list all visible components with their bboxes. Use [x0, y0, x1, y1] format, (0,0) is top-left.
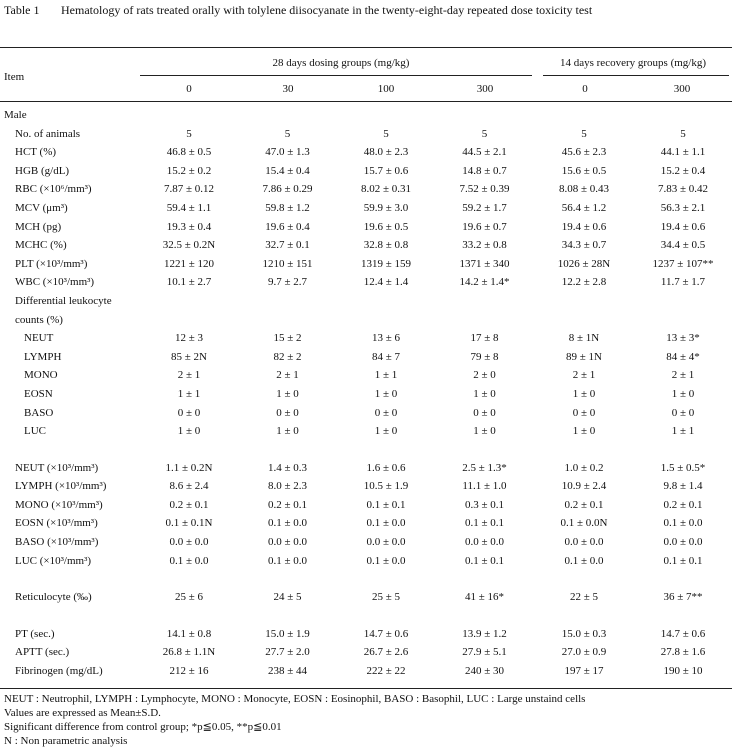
cell-value: 0.0 ± 0.0 — [366, 536, 406, 549]
cell-value: 19.6 ± 0.4 — [265, 220, 310, 233]
cell-value: 79 ± 8 — [470, 350, 499, 363]
cell-value: 7.86 ± 0.29 — [262, 183, 313, 196]
cell-value: 0 ± 0 — [473, 406, 496, 419]
cell-value: 7.52 ± 0.39 — [459, 183, 510, 196]
cell-value: 1 ± 1 — [374, 369, 398, 382]
cell-value: 25 ± 6 — [174, 591, 204, 604]
cell-value: 8.0 ± 2.3 — [267, 480, 308, 493]
cell-value: 2 ± 0 — [473, 369, 496, 382]
row-label — [0, 607, 140, 625]
table-row — [0, 496, 732, 515]
cell-value: 1 ± 0 — [473, 425, 496, 438]
cell-value: 32.5 ± 0.2N — [162, 239, 216, 252]
row-label: MCV (μm³) — [15, 201, 68, 214]
cell-value — [337, 106, 435, 125]
cell-value: 1221 ± 120 — [163, 257, 215, 270]
cell-value — [435, 311, 534, 330]
cell-value: 1 ± 0 — [374, 425, 398, 438]
table-row — [0, 162, 732, 181]
row-label: PLT (×10³/mm³) — [15, 257, 88, 270]
cell-value: 26.7 ± 2.6 — [363, 646, 409, 659]
cell-value — [435, 106, 534, 125]
row-label: MCHC (%) — [15, 239, 67, 252]
cell-value: 33.2 ± 0.8 — [462, 239, 507, 252]
cell-value: 0.1 ± 0.1 — [464, 554, 505, 567]
cell-value — [435, 292, 534, 311]
cell-value: 212 ± 16 — [169, 665, 209, 678]
cell-value: 59.8 ± 1.2 — [265, 201, 310, 214]
footnote: Values are expressed as Mean±S.D. — [4, 707, 161, 719]
cell-value: 32.8 ± 0.8 — [363, 239, 409, 252]
header-rule — [0, 101, 732, 102]
cell-value: 1.1 ± 0.2N — [165, 461, 213, 474]
cell-value: 11.7 ± 1.7 — [660, 276, 706, 289]
cell-value: 2 ± 1 — [671, 369, 695, 382]
table-row — [0, 311, 732, 330]
cell-value: 27.8 ± 1.6 — [660, 646, 706, 659]
cell-value: 46.8 ± 0.5 — [166, 146, 212, 159]
cell-value: 24 ± 5 — [273, 591, 302, 604]
cell-value: 27.9 ± 5.1 — [462, 646, 507, 659]
cell-value: 9.7 ± 2.7 — [267, 276, 308, 289]
cell-value: 1371 ± 340 — [459, 257, 510, 270]
cell-value: 240 ± 30 — [464, 665, 505, 678]
cell-value: 222 ± 22 — [366, 665, 406, 678]
cell-value: 197 ± 17 — [564, 665, 604, 678]
cell-value: 1 ± 0 — [374, 387, 398, 400]
cell-value: 84 ± 4* — [666, 350, 700, 363]
cell-value: 15.0 ± 1.9 — [265, 627, 310, 640]
cell-value: 2 ± 1 — [572, 369, 596, 382]
cell-value: 14.8 ± 0.7 — [462, 164, 507, 177]
cell-value: 12.4 ± 1.4 — [363, 276, 409, 289]
table-row — [0, 218, 732, 237]
row-label: NEUT — [24, 332, 54, 345]
cell-value — [337, 570, 435, 588]
table-row — [0, 273, 732, 292]
cell-value: 10.9 ± 2.4 — [561, 480, 607, 493]
row-label: Fibrinogen (mg/dL) — [15, 665, 103, 678]
cell-value — [634, 607, 732, 625]
row-label: EOSN (×10³/mm³) — [15, 517, 98, 530]
row-label — [0, 441, 140, 459]
header-dosing-group: 28 days dosing groups (mg/kg) — [272, 57, 410, 69]
table-row — [0, 533, 732, 552]
cell-value — [140, 292, 238, 311]
cell-value: 0.1 ± 0.0 — [366, 517, 406, 530]
cell-value — [238, 441, 337, 459]
cell-value: 82 ± 2 — [273, 350, 302, 363]
cell-value — [337, 607, 435, 625]
cell-value: 15.7 ± 0.6 — [363, 164, 409, 177]
cell-value: 59.2 ± 1.7 — [462, 201, 507, 214]
cell-value: 15.0 ± 0.3 — [561, 627, 607, 640]
cell-value — [337, 292, 435, 311]
cell-value: 0.1 ± 0.0 — [267, 517, 308, 530]
dose-header: 0 — [186, 83, 192, 95]
table-row — [0, 459, 732, 478]
cell-value — [634, 441, 732, 459]
table-title: Hematology of rats treated orally with tolylene diisocyanate in the twenty-eight-day repeated dose toxicity test — [61, 3, 593, 17]
table-row — [0, 552, 732, 571]
cell-value: 13 ± 3* — [666, 332, 700, 345]
cell-value — [238, 311, 337, 330]
table-row — [0, 441, 732, 459]
cell-value — [634, 106, 732, 125]
row-label: WBC (×10³/mm³) — [15, 276, 95, 289]
cell-value: 44.5 ± 2.1 — [462, 146, 507, 159]
cell-value: 1.4 ± 0.3 — [267, 461, 308, 474]
cell-value: 1319 ± 159 — [360, 257, 412, 270]
row-label: HCT (%) — [15, 146, 57, 159]
cell-value: 0.1 ± 0.0 — [564, 554, 604, 567]
cell-value: 2 ± 1 — [276, 369, 299, 382]
cell-value: 13.9 ± 1.2 — [462, 627, 507, 640]
cell-value: 1 ± 0 — [572, 425, 596, 438]
cell-value — [337, 311, 435, 330]
header-item: Item — [4, 71, 25, 83]
cell-value — [435, 441, 534, 459]
cell-value: 11.1 ± 1.0 — [462, 480, 507, 493]
cell-value: 14.7 ± 0.6 — [660, 627, 706, 640]
cell-value: 85 ± 2N — [171, 350, 207, 363]
cell-value: 56.4 ± 1.2 — [561, 201, 607, 214]
cell-value: 41 ± 16* — [464, 591, 505, 604]
cell-value: 0.1 ± 0.0 — [366, 554, 406, 567]
cell-value: 8.6 ± 2.4 — [169, 480, 209, 493]
cell-value — [534, 441, 634, 459]
cell-value: 1 ± 1 — [671, 425, 695, 438]
cell-value: 14.1 ± 0.8 — [166, 627, 212, 640]
dose-header: 0 — [582, 83, 588, 95]
cell-value: 5 — [284, 127, 291, 140]
table-row — [0, 607, 732, 625]
cell-value — [435, 570, 534, 588]
cell-value: 0.1 ± 0.1 — [464, 517, 505, 530]
cell-value: 5 — [680, 127, 686, 140]
cell-value — [634, 311, 732, 330]
row-label: PT (sec.) — [15, 627, 55, 640]
table-row — [0, 625, 732, 644]
cell-value: 15.2 ± 0.2 — [166, 164, 212, 177]
footnote: NEUT : Neutrophil, LYMPH : Lymphocyte, MONO : Monocyte, EOSN : Eosinophil, BASO : Basophil, LUC : Large unstaind cells — [4, 693, 586, 705]
table-row — [0, 477, 732, 496]
dose-header: 300 — [476, 83, 494, 95]
table-row — [0, 588, 732, 607]
cell-value: 14.2 ± 1.4* — [459, 276, 510, 289]
cell-value: 1 ± 1 — [177, 387, 201, 400]
table-row — [0, 255, 732, 274]
table-row — [0, 643, 732, 662]
cell-value: 19.4 ± 0.6 — [660, 220, 706, 233]
cell-value: 48.0 ± 2.3 — [363, 146, 409, 159]
cell-value: 22 ± 5 — [569, 591, 599, 604]
cell-value: 0.2 ± 0.1 — [169, 498, 209, 511]
cell-value: 2 ± 1 — [177, 369, 201, 382]
cell-value: 15 ± 2 — [273, 332, 302, 345]
cell-value: 0.1 ± 0.0 — [267, 554, 308, 567]
cell-value: 0.0 ± 0.0 — [464, 536, 505, 549]
cell-value: 1237 ± 107** — [652, 257, 714, 270]
row-label: No. of animals — [15, 127, 81, 140]
row-label: MONO (×10³/mm³) — [15, 498, 103, 511]
cell-value: 1.6 ± 0.6 — [366, 461, 406, 474]
table-row — [0, 385, 732, 404]
footnote: Significant difference from control group; *p≦0.05, **p≦0.01 — [4, 721, 282, 733]
cell-value: 5 — [581, 127, 587, 140]
cell-value: 0.0 ± 0.0 — [169, 536, 209, 549]
recovery-group-rule — [543, 75, 729, 76]
cell-value: 0 ± 0 — [671, 406, 695, 419]
cell-value: 36 ± 7** — [663, 591, 703, 604]
row-label: BASO — [24, 406, 54, 419]
cell-value: 238 ± 44 — [267, 665, 308, 678]
dosing-group-rule — [140, 75, 532, 76]
table-number: Table 1 — [4, 3, 40, 17]
cell-value: 12.2 ± 2.8 — [561, 276, 607, 289]
cell-value: 1 ± 0 — [276, 387, 299, 400]
cell-value — [238, 106, 337, 125]
top-rule — [0, 47, 732, 48]
table-row — [0, 570, 732, 588]
row-label: NEUT (×10³/mm³) — [15, 461, 99, 474]
table-row — [0, 125, 732, 144]
row-label: Differential leukocyte — [15, 294, 112, 307]
cell-value: 19.6 ± 0.7 — [462, 220, 507, 233]
cell-value: 1 ± 0 — [177, 425, 201, 438]
cell-value: 1 ± 0 — [671, 387, 695, 400]
cell-value: 34.3 ± 0.7 — [561, 239, 607, 252]
cell-value: 1026 ± 28N — [557, 257, 611, 270]
row-label — [0, 570, 140, 588]
dose-header: 100 — [377, 83, 395, 95]
cell-value — [534, 292, 634, 311]
cell-value: 0.0 ± 0.0 — [267, 536, 308, 549]
cell-value: 0 ± 0 — [374, 406, 398, 419]
cell-value: 7.83 ± 0.42 — [657, 183, 709, 196]
row-label: BASO (×10³/mm³) — [15, 536, 99, 549]
cell-value: 34.4 ± 0.5 — [660, 239, 706, 252]
cell-value: 1.0 ± 0.2 — [564, 461, 604, 474]
cell-value: 0.1 ± 0.1N — [165, 517, 213, 530]
cell-value: 19.6 ± 0.5 — [363, 220, 409, 233]
table-row — [0, 236, 732, 255]
cell-value: 27.7 ± 2.0 — [265, 646, 310, 659]
table-row — [0, 143, 732, 162]
cell-value — [634, 570, 732, 588]
table-row — [0, 348, 732, 367]
cell-value: 7.87 ± 0.12 — [163, 183, 215, 196]
cell-value: 27.0 ± 0.9 — [561, 646, 607, 659]
cell-value: 14.7 ± 0.6 — [363, 627, 409, 640]
cell-value: 0.1 ± 0.1 — [366, 498, 406, 511]
cell-value — [634, 292, 732, 311]
cell-value: 44.1 ± 1.1 — [660, 146, 706, 159]
cell-value — [238, 607, 337, 625]
bottom-rule — [0, 688, 732, 689]
row-label: counts (%) — [15, 313, 63, 326]
cell-value: 5 — [481, 127, 488, 140]
cell-value — [534, 311, 634, 330]
row-label: LYMPH (×10³/mm³) — [15, 480, 107, 493]
cell-value: 0.0 ± 0.0 — [663, 536, 703, 549]
cell-value: 0 ± 0 — [276, 406, 299, 419]
cell-value — [140, 607, 238, 625]
cell-value — [140, 106, 238, 125]
cell-value — [435, 607, 534, 625]
cell-value: 15.6 ± 0.5 — [561, 164, 607, 177]
cell-value: 0.3 ± 0.1 — [464, 498, 505, 511]
cell-value: 19.3 ± 0.4 — [166, 220, 212, 233]
cell-value: 190 ± 10 — [663, 665, 703, 678]
row-label: LYMPH — [24, 350, 62, 363]
cell-value: 8 ± 1N — [568, 332, 600, 345]
cell-value: 47.0 ± 1.3 — [265, 146, 310, 159]
row-label: Male — [4, 109, 27, 121]
cell-value — [534, 106, 634, 125]
cell-value: 10.1 ± 2.7 — [166, 276, 212, 289]
cell-value: 13 ± 6 — [371, 332, 401, 345]
cell-value: 84 ± 7 — [371, 350, 401, 363]
cell-value: 0.1 ± 0.0N — [560, 517, 608, 530]
cell-value: 9.8 ± 1.4 — [663, 480, 703, 493]
cell-value: 89 ± 1N — [566, 350, 602, 363]
table-footnotes — [4, 692, 585, 748]
header-recovery-group: 14 days recovery groups (mg/kg) — [559, 57, 707, 69]
table-row — [0, 180, 732, 199]
table-row — [0, 199, 732, 218]
cell-value: 0.1 ± 0.0 — [663, 517, 703, 530]
cell-value — [238, 570, 337, 588]
cell-value — [140, 441, 238, 459]
table-row — [0, 106, 732, 125]
row-label: APTT (sec.) — [15, 646, 70, 659]
row-label: MONO — [24, 369, 58, 382]
cell-value — [337, 441, 435, 459]
cell-value: 1210 ± 151 — [262, 257, 313, 270]
cell-value — [140, 570, 238, 588]
cell-value: 59.4 ± 1.1 — [166, 201, 212, 214]
cell-value: 45.6 ± 2.3 — [561, 146, 607, 159]
footnote: N : Non parametric analysis — [4, 735, 128, 747]
cell-value — [238, 292, 337, 311]
cell-value: 1.5 ± 0.5* — [660, 461, 706, 474]
cell-value: 0.2 ± 0.1 — [663, 498, 703, 511]
cell-value: 8.02 ± 0.31 — [360, 183, 412, 196]
cell-value: 17 ± 8 — [470, 332, 499, 345]
cell-value: 26.8 ± 1.1N — [162, 646, 216, 659]
cell-value: 12 ± 3 — [174, 332, 204, 345]
cell-value: 0.1 ± 0.1 — [663, 554, 703, 567]
table-row — [0, 404, 732, 423]
table-row — [0, 366, 732, 385]
row-label: EOSN — [24, 387, 53, 400]
cell-value — [534, 570, 634, 588]
row-label: LUC — [24, 425, 46, 438]
cell-value — [534, 607, 634, 625]
cell-value: 0.2 ± 0.1 — [267, 498, 308, 511]
cell-value: 10.5 ± 1.9 — [363, 480, 409, 493]
cell-value: 0.0 ± 0.0 — [564, 536, 604, 549]
table-row — [0, 422, 732, 441]
cell-value: 15.2 ± 0.4 — [660, 164, 706, 177]
cell-value — [140, 311, 238, 330]
cell-value: 2.5 ± 1.3* — [462, 461, 507, 474]
row-label: Reticulocyte (‰) — [15, 591, 92, 604]
cell-value: 15.4 ± 0.4 — [265, 164, 310, 177]
cell-value: 5 — [186, 127, 192, 140]
row-label: RBC (×10⁶/mm³) — [15, 183, 92, 196]
row-label: HGB (g/dL) — [15, 164, 70, 177]
cell-value: 0.2 ± 0.1 — [564, 498, 604, 511]
table-row — [0, 662, 732, 681]
cell-value: 8.08 ± 0.43 — [558, 183, 610, 196]
cell-value: 32.7 ± 0.1 — [265, 239, 310, 252]
hematology-table — [0, 106, 732, 681]
dose-header: 30 — [282, 83, 294, 95]
cell-value: 1 ± 0 — [473, 387, 496, 400]
cell-value: 0 ± 0 — [572, 406, 596, 419]
cell-value: 59.9 ± 3.0 — [363, 201, 409, 214]
table-row — [0, 514, 732, 533]
cell-value: 56.3 ± 2.1 — [660, 201, 706, 214]
cell-value: 25 ± 5 — [371, 591, 401, 604]
dose-header: 300 — [673, 83, 691, 95]
cell-value: 0.1 ± 0.0 — [169, 554, 209, 567]
table-row — [0, 329, 732, 348]
row-label: MCH (pg) — [15, 220, 62, 233]
cell-value: 0 ± 0 — [177, 406, 201, 419]
row-label: LUC (×10³/mm³) — [15, 554, 92, 567]
table-row — [0, 292, 732, 311]
cell-value: 1 ± 0 — [276, 425, 299, 438]
cell-value: 5 — [383, 127, 389, 140]
cell-value: 19.4 ± 0.6 — [561, 220, 607, 233]
cell-value: 1 ± 0 — [572, 387, 596, 400]
